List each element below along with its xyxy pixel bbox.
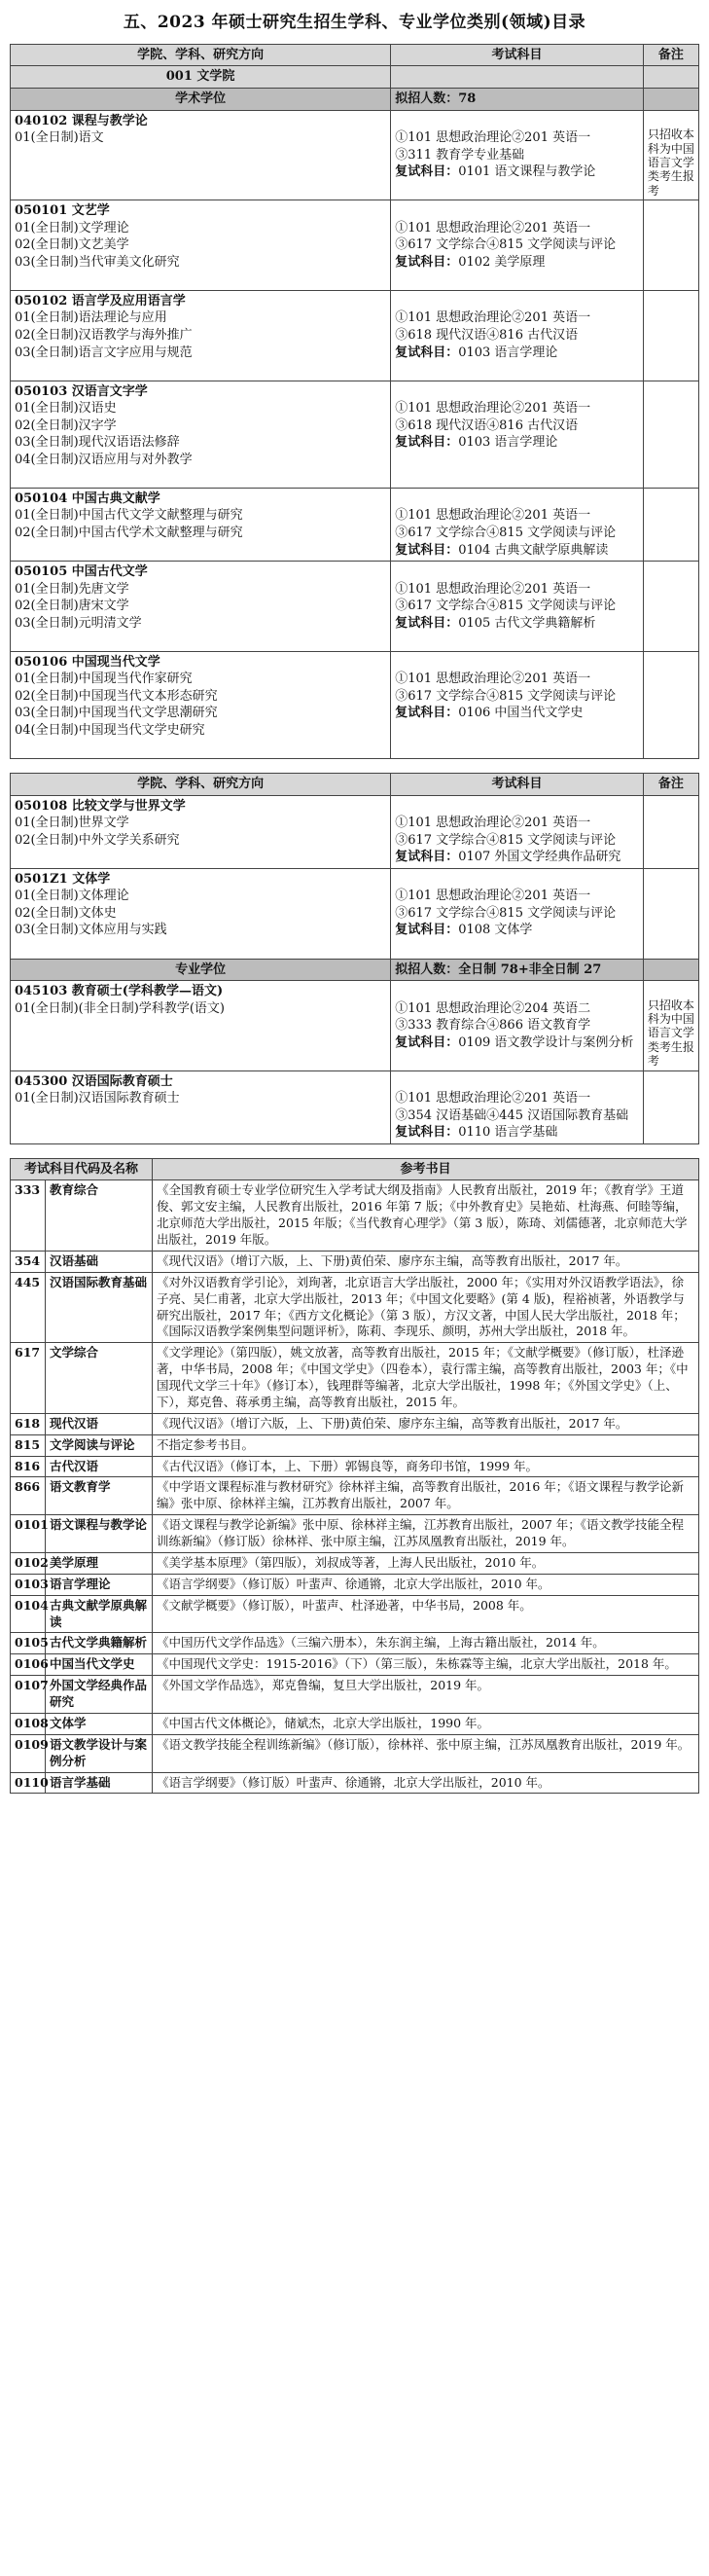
exam-subject-line: ①101 思想政治理论②201 英语一 <box>395 1091 591 1107</box>
catalog-table-1 <box>10 44 699 759</box>
reference-header-books: 参考书目 <box>153 1158 699 1180</box>
research-direction: 01(全日制)语法理论与应用 <box>15 310 167 326</box>
exam-subject-line: ①101 思想政治理论②204 英语二 <box>395 1000 591 1016</box>
reference-books-table <box>10 1158 699 1795</box>
research-direction: 02(全日制)文艺美学 <box>15 237 129 253</box>
reference-code: 617 <box>11 1343 46 1414</box>
header-exam: 考试科目 <box>391 44 644 66</box>
school-name: 001 文学院 <box>11 66 391 89</box>
major-name: 0501Z1 文体学 <box>15 871 111 887</box>
exam-subject-line: ③618 现代汉语④816 古代汉语 <box>395 417 579 433</box>
exam-subject-line: ①101 思想政治理论②201 英语一 <box>395 220 591 236</box>
reference-books: 《中国古代文体概论》，储斌杰，北京大学出版社，1990 年。 <box>153 1713 699 1734</box>
reference-books: 《美学基本原理》（第四版），刘叔成等著，上海人民出版社，2010 年。 <box>153 1552 699 1574</box>
research-direction: 01(全日制)中国古代文学文献整理与研究 <box>15 508 243 524</box>
reference-code: 333 <box>11 1180 46 1252</box>
research-direction: 03(全日制)当代审美文化研究 <box>15 254 180 270</box>
exam-subject-line: ③617 文学综合④815 文学阅读与评论 <box>395 237 617 253</box>
remark-cell <box>643 290 698 381</box>
exam-subject-line: ①101 思想政治理论②201 英语一 <box>395 130 591 146</box>
school-row <box>11 66 699 89</box>
retest-label: 复试科目： <box>395 850 459 865</box>
reference-subject-name: 汉语国际教育基础 <box>46 1272 153 1343</box>
exam-subjects-cell <box>391 1070 644 1143</box>
major-directions-cell <box>11 795 391 868</box>
reference-row <box>11 1676 699 1714</box>
reference-code: 445 <box>11 1272 46 1343</box>
major-name: 040102 课程与教学论 <box>15 113 148 128</box>
major-directions-cell <box>11 488 391 561</box>
exam-subjects-cell <box>391 651 644 758</box>
reference-code: 0103 <box>11 1574 46 1595</box>
major-name: 050104 中国古典文献学 <box>15 490 160 506</box>
table-header <box>11 44 699 66</box>
major-row <box>11 110 699 200</box>
reference-subject-name: 现代汉语 <box>46 1413 153 1434</box>
remark-cell <box>643 795 698 868</box>
research-direction: 03(全日制)语言文字应用与规范 <box>15 345 193 360</box>
major-name: 050101 文艺学 <box>15 203 110 219</box>
reference-row <box>11 1180 699 1252</box>
remark-cell <box>643 562 698 652</box>
exam-subjects-cell <box>391 200 644 291</box>
retest-label: 复试科目： <box>395 542 459 558</box>
research-direction: 03(全日制)文体应用与实践 <box>15 923 167 938</box>
exam-subject-line: ③311 教育学专业基础 <box>395 147 525 163</box>
major-name: 050103 汉语言文字学 <box>15 383 148 399</box>
exam-subject-line: ①101 思想政治理论②201 英语一 <box>395 889 591 904</box>
reference-code: 0107 <box>11 1676 46 1714</box>
reference-row <box>11 1654 699 1676</box>
major-row <box>11 200 699 291</box>
table-header <box>11 774 699 796</box>
category-quota: 拟招人数：78 <box>391 89 644 111</box>
retest-subject: 0109 语文教学设计与案例分析 <box>458 1034 634 1050</box>
reference-code: 0106 <box>11 1654 46 1676</box>
reference-row <box>11 1434 699 1456</box>
header-exam: 考试科目 <box>391 774 644 796</box>
research-direction: 01(全日制)世界文学 <box>15 816 129 831</box>
exam-subject-line: ①101 思想政治理论②201 英语一 <box>395 310 591 326</box>
reference-code: 0108 <box>11 1713 46 1734</box>
remark-cell <box>643 200 698 291</box>
major-directions-cell <box>11 110 391 200</box>
reference-row <box>11 1713 699 1734</box>
major-name: 050106 中国现当代文学 <box>15 654 160 670</box>
exam-subjects-cell <box>391 981 644 1071</box>
header-remark: 备注 <box>643 774 698 796</box>
reference-subject-name: 语言学理论 <box>46 1574 153 1595</box>
reference-subject-name: 语言学基础 <box>46 1772 153 1794</box>
retest-label: 复试科目： <box>395 254 459 270</box>
major-row <box>11 795 699 868</box>
reference-subject-name: 文学阅读与评论 <box>46 1434 153 1456</box>
research-direction: 01(全日制)先唐文学 <box>15 581 129 597</box>
reference-code: 0104 <box>11 1595 46 1633</box>
major-row <box>11 381 699 488</box>
reference-row <box>11 1772 699 1794</box>
retest-label: 复试科目： <box>395 1125 459 1141</box>
reference-row <box>11 1734 699 1772</box>
reference-subject-name: 语文教学设计与案例分析 <box>46 1734 153 1772</box>
research-direction: 02(全日制)中国现当代文本形态研究 <box>15 688 218 704</box>
major-name: 045300 汉语国际教育硕士 <box>15 1073 173 1089</box>
retest-label: 复试科目： <box>395 164 459 180</box>
research-direction: 01(全日制)汉语史 <box>15 401 117 417</box>
research-direction: 04(全日制)中国现当代文学史研究 <box>15 722 205 738</box>
exam-subject-line: ①101 思想政治理论②201 英语一 <box>395 401 591 417</box>
retest-subject: 0106 中国当代文学史 <box>458 706 584 721</box>
reference-books: 《古代汉语》（修订本，上、下册）郭锡良等，商务印书馆，1999 年。 <box>153 1456 699 1477</box>
exam-subjects-cell <box>391 562 644 652</box>
retest-label: 复试科目： <box>395 706 459 721</box>
retest-subject: 0101 语文课程与教学论 <box>458 164 596 180</box>
retest-label: 复试科目： <box>395 345 459 360</box>
header-remark: 备注 <box>643 44 698 66</box>
reference-books: 《语言学纲要》（修订版）叶蜚声、徐通锵，北京大学出版社，2010 年。 <box>153 1574 699 1595</box>
reference-code: 815 <box>11 1434 46 1456</box>
reference-header-code: 考试科目代码及名称 <box>11 1158 153 1180</box>
research-direction: 01(全日制)语文 <box>15 130 104 146</box>
retest-subject: 0102 美学原理 <box>458 254 546 270</box>
category-row <box>11 89 699 111</box>
reference-books: 不指定参考书目。 <box>153 1434 699 1456</box>
exam-subject-line: ③618 现代汉语④816 古代汉语 <box>395 327 579 343</box>
research-direction: 02(全日制)中国古代学术文献整理与研究 <box>15 525 243 540</box>
retest-subject: 0110 语言学基础 <box>458 1125 558 1141</box>
reference-row <box>11 1413 699 1434</box>
major-row <box>11 1070 699 1143</box>
reference-code: 354 <box>11 1251 46 1272</box>
major-row <box>11 290 699 381</box>
reference-books: 《语文课程与教学论新编》张中原、徐林祥主编，江苏教育出版社，2007 年；《语文教学技能全程训练新编》（修订版）徐林祥、张中原主编，江苏凤凰教育出版社，2019 年。 <box>153 1515 699 1553</box>
retest-subject: 0104 古典文献学原典解读 <box>458 542 609 558</box>
catalog-table-2 <box>10 773 699 1144</box>
reference-code: 0110 <box>11 1772 46 1794</box>
remark-cell <box>643 1070 698 1143</box>
remark-cell <box>643 981 698 1071</box>
reference-books: 《现代汉语》（增订六版，上、下册)黄伯荣、廖序东主编，高等教育出版社，2017 年。 <box>153 1413 699 1434</box>
exam-subject-line: ①101 思想政治理论②201 英语一 <box>395 581 591 597</box>
remark-text: 只招收本科为中国语言文学类考生报考 <box>647 127 694 198</box>
category-name: 专业学位 <box>11 959 391 981</box>
reference-code: 866 <box>11 1477 46 1515</box>
remark-cell <box>643 651 698 758</box>
reference-books: 《现代汉语》（增订六版，上、下册)黄伯荣、廖序东主编，高等教育出版社，2017 年。 <box>153 1251 699 1272</box>
research-direction: 02(全日制)唐宋文学 <box>15 599 129 614</box>
category-quota: 拟招人数：全日制 78+非全日制 27 <box>391 959 644 981</box>
retest-label: 复试科目： <box>395 923 459 938</box>
reference-books: 《中国现代文学史：1915-2016》（下）（第三版），朱栋霖等主编，北京大学出版社，2018 年。 <box>153 1654 699 1676</box>
reference-books: 《对外汉语教育学引论》，刘珣著，北京语言大学出版社，2000 年；《实用对外汉语教学语法》，徐子亮、吴仁甫著，北京大学出版社，2013 年；《中国文化要略》(第 4 版)，程裕祯著，外语教学与研究出版社，2017 年；《西方文化概论》（第 3 版），方汉文著，中国人民大学出版社，2018 年；《国际汉语教学案例集型问题评析》，陈莉、李现乐、颜明，苏州大学出版社，2018 年。 <box>153 1272 699 1343</box>
research-direction: 01(全日制)中国现当代作家研究 <box>15 671 193 687</box>
research-direction: 02(全日制)汉字学 <box>15 417 117 433</box>
exam-subjects-cell <box>391 110 644 200</box>
major-name: 050108 比较文学与世界文学 <box>15 798 186 814</box>
major-name: 050105 中国古代文学 <box>15 564 148 580</box>
remark-cell <box>643 110 698 200</box>
reference-subject-name: 汉语基础 <box>46 1251 153 1272</box>
header-direction: 学院、学科、研究方向 <box>11 774 391 796</box>
exam-subject-line: ①101 思想政治理论②201 英语一 <box>395 671 591 687</box>
exam-subject-line: ①101 思想政治理论②201 英语一 <box>395 816 591 831</box>
research-direction: 01(全日制)文体理论 <box>15 889 129 904</box>
retest-label: 复试科目： <box>395 1034 459 1050</box>
reference-row <box>11 1595 699 1633</box>
research-direction: 04(全日制)汉语应用与对外教学 <box>15 452 193 467</box>
reference-row <box>11 1272 699 1343</box>
reference-code: 0101 <box>11 1515 46 1553</box>
research-direction: 01(全日制)汉语国际教育硕士 <box>15 1091 180 1107</box>
reference-books: 《文献学概要》（修订版），叶蜚声、杜泽逊著，中华书局，2008 年。 <box>153 1595 699 1633</box>
retest-subject: 0103 语言学理论 <box>458 435 558 451</box>
exam-subject-line: ③617 文学综合④815 文学阅读与评论 <box>395 688 617 704</box>
exam-subject-line: ③617 文学综合④815 文学阅读与评论 <box>395 905 617 921</box>
reference-row <box>11 1477 699 1515</box>
exam-subject-line: ③333 教育综合④866 语文教育学 <box>395 1018 591 1034</box>
exam-subjects-cell <box>391 795 644 868</box>
exam-subject-line: ③617 文学综合④815 文学阅读与评论 <box>395 832 617 848</box>
reference-subject-name: 语文课程与教学论 <box>46 1515 153 1553</box>
research-direction: 03(全日制)现代汉语语法修辞 <box>15 435 180 451</box>
exam-subject-line: ①101 思想政治理论②201 英语一 <box>395 508 591 524</box>
reference-subject-name: 古代汉语 <box>46 1456 153 1477</box>
exam-subject-line: ③354 汉语基础④445 汉语国际教育基础 <box>395 1107 629 1123</box>
research-direction: 03(全日制)元明清文学 <box>15 615 142 631</box>
page-title: 五、2023 年硕士研究生招生学科、专业学位类别(领域)目录 <box>123 13 586 32</box>
reference-books: 《语文教学技能全程训练新编》（修订版），徐林祥、张中原主编，江苏凤凰教育出版社，2019 年。 <box>153 1734 699 1772</box>
major-directions-cell <box>11 1070 391 1143</box>
exam-subjects-cell <box>391 868 644 959</box>
category-name: 学术学位 <box>11 89 391 111</box>
major-row <box>11 562 699 652</box>
major-directions-cell <box>11 381 391 488</box>
reference-row <box>11 1456 699 1477</box>
reference-subject-name: 美学原理 <box>46 1552 153 1574</box>
reference-books: 《中学语文课程标准与教材研究》徐林祥主编，高等教育出版社，2016 年；《语文课程与教学论新编》张中原、徐林祥主编，江苏教育出版社，2007 年。 <box>153 1477 699 1515</box>
retest-label: 复试科目： <box>395 615 459 631</box>
research-direction: 01(全日制)文学理论 <box>15 220 129 236</box>
header-direction: 学院、学科、研究方向 <box>11 44 391 66</box>
exam-subject-line: ③617 文学综合④815 文学阅读与评论 <box>395 525 617 540</box>
retest-subject: 0103 语言学理论 <box>458 345 558 360</box>
exam-subjects-cell <box>391 290 644 381</box>
reference-books: 《中国历代文学作品选》（三编六册本），朱东润主编，上海古籍出版社，2014 年。 <box>153 1633 699 1654</box>
major-directions-cell <box>11 981 391 1071</box>
reference-subject-name: 中国当代文学史 <box>46 1654 153 1676</box>
reference-row <box>11 1552 699 1574</box>
retest-subject: 0107 外国文学经典作品研究 <box>458 850 621 865</box>
reference-code: 0109 <box>11 1734 46 1772</box>
retest-subject: 0108 文体学 <box>458 923 533 938</box>
reference-subject-name: 古典文献学原典解读 <box>46 1595 153 1633</box>
research-direction: 02(全日制)中外文学关系研究 <box>15 832 180 848</box>
exam-subjects-cell <box>391 381 644 488</box>
reference-subject-name: 外国文学经典作品研究 <box>46 1676 153 1714</box>
major-name: 050102 语言学及应用语言学 <box>15 293 186 308</box>
reference-subject-name: 语文教育学 <box>46 1477 153 1515</box>
research-direction: 01(全日制)(非全日制)学科教学(语文) <box>15 1000 225 1016</box>
reference-code: 0105 <box>11 1633 46 1654</box>
major-directions-cell <box>11 290 391 381</box>
reference-row <box>11 1633 699 1654</box>
major-directions-cell <box>11 200 391 291</box>
reference-code: 0102 <box>11 1552 46 1574</box>
reference-books: 《语言学纲要》（修订版）叶蜚声、徐通锵，北京大学出版社，2010 年。 <box>153 1772 699 1794</box>
major-row <box>11 488 699 561</box>
remark-cell <box>643 488 698 561</box>
retest-label: 复试科目： <box>395 435 459 451</box>
reference-subject-name: 古代文学典籍解析 <box>46 1633 153 1654</box>
major-name: 045103 教育硕士(学科教学—语文) <box>15 984 224 999</box>
major-row <box>11 651 699 758</box>
major-row <box>11 981 699 1071</box>
research-direction: 03(全日制)中国现当代文学思潮研究 <box>15 706 218 721</box>
retest-subject: 0105 古代文学典籍解析 <box>458 615 596 631</box>
reference-subject-name: 教育综合 <box>46 1180 153 1252</box>
major-row <box>11 868 699 959</box>
major-directions-cell <box>11 868 391 959</box>
reference-books: 《全国教育硕士专业学位研究生入学考试大纲及指南》人民教育出版社，2019 年；《教育学》王道俊、郭文安主编，人民教育出版社，2016 年第 7 版；《中外教育史》吴艳茹、杜海燕、何睦等编，北京师范大学出版社，2015 年版；《当代教育心理学》（第 3 版），陈琦、刘儒德著，北京师范大学出版社，2019 年版。 <box>153 1180 699 1252</box>
reference-subject-name: 文体学 <box>46 1713 153 1734</box>
major-directions-cell <box>11 562 391 652</box>
category-row <box>11 959 699 981</box>
major-directions-cell <box>11 651 391 758</box>
reference-books: 《文学理论》（第四版），姚文放著，高等教育出版社，2015 年；《文献学概要》（修订版），杜泽逊著，中华书局，2008 年；《中国文学史》（四卷本），袁行霈主编，高等教育出版社，2003 年；《中国现代文学三十年》（修订本），钱理群等编著，北京大学出版社，1998 年；《外国文学史》（上、下），郑克鲁、蒋承勇主编，高等教育出版社，2015 年。 <box>153 1343 699 1414</box>
reference-row <box>11 1515 699 1553</box>
reference-row <box>11 1343 699 1414</box>
research-direction: 02(全日制)文体史 <box>15 905 117 921</box>
exam-subject-line: ③617 文学综合④815 文学阅读与评论 <box>395 599 617 614</box>
reference-code: 618 <box>11 1413 46 1434</box>
reference-row <box>11 1251 699 1272</box>
exam-subjects-cell <box>391 488 644 561</box>
remark-cell <box>643 381 698 488</box>
reference-row <box>11 1574 699 1595</box>
reference-header <box>11 1158 699 1180</box>
remark-text: 只招收本科为中国语言文学类考生报考 <box>647 998 694 1069</box>
reference-subject-name: 文学综合 <box>46 1343 153 1414</box>
remark-cell <box>643 868 698 959</box>
reference-books: 《外国文学作品选》，郑克鲁编，复旦大学出版社，2019 年。 <box>153 1676 699 1714</box>
reference-code: 816 <box>11 1456 46 1477</box>
research-direction: 02(全日制)汉语教学与海外推广 <box>15 327 193 343</box>
